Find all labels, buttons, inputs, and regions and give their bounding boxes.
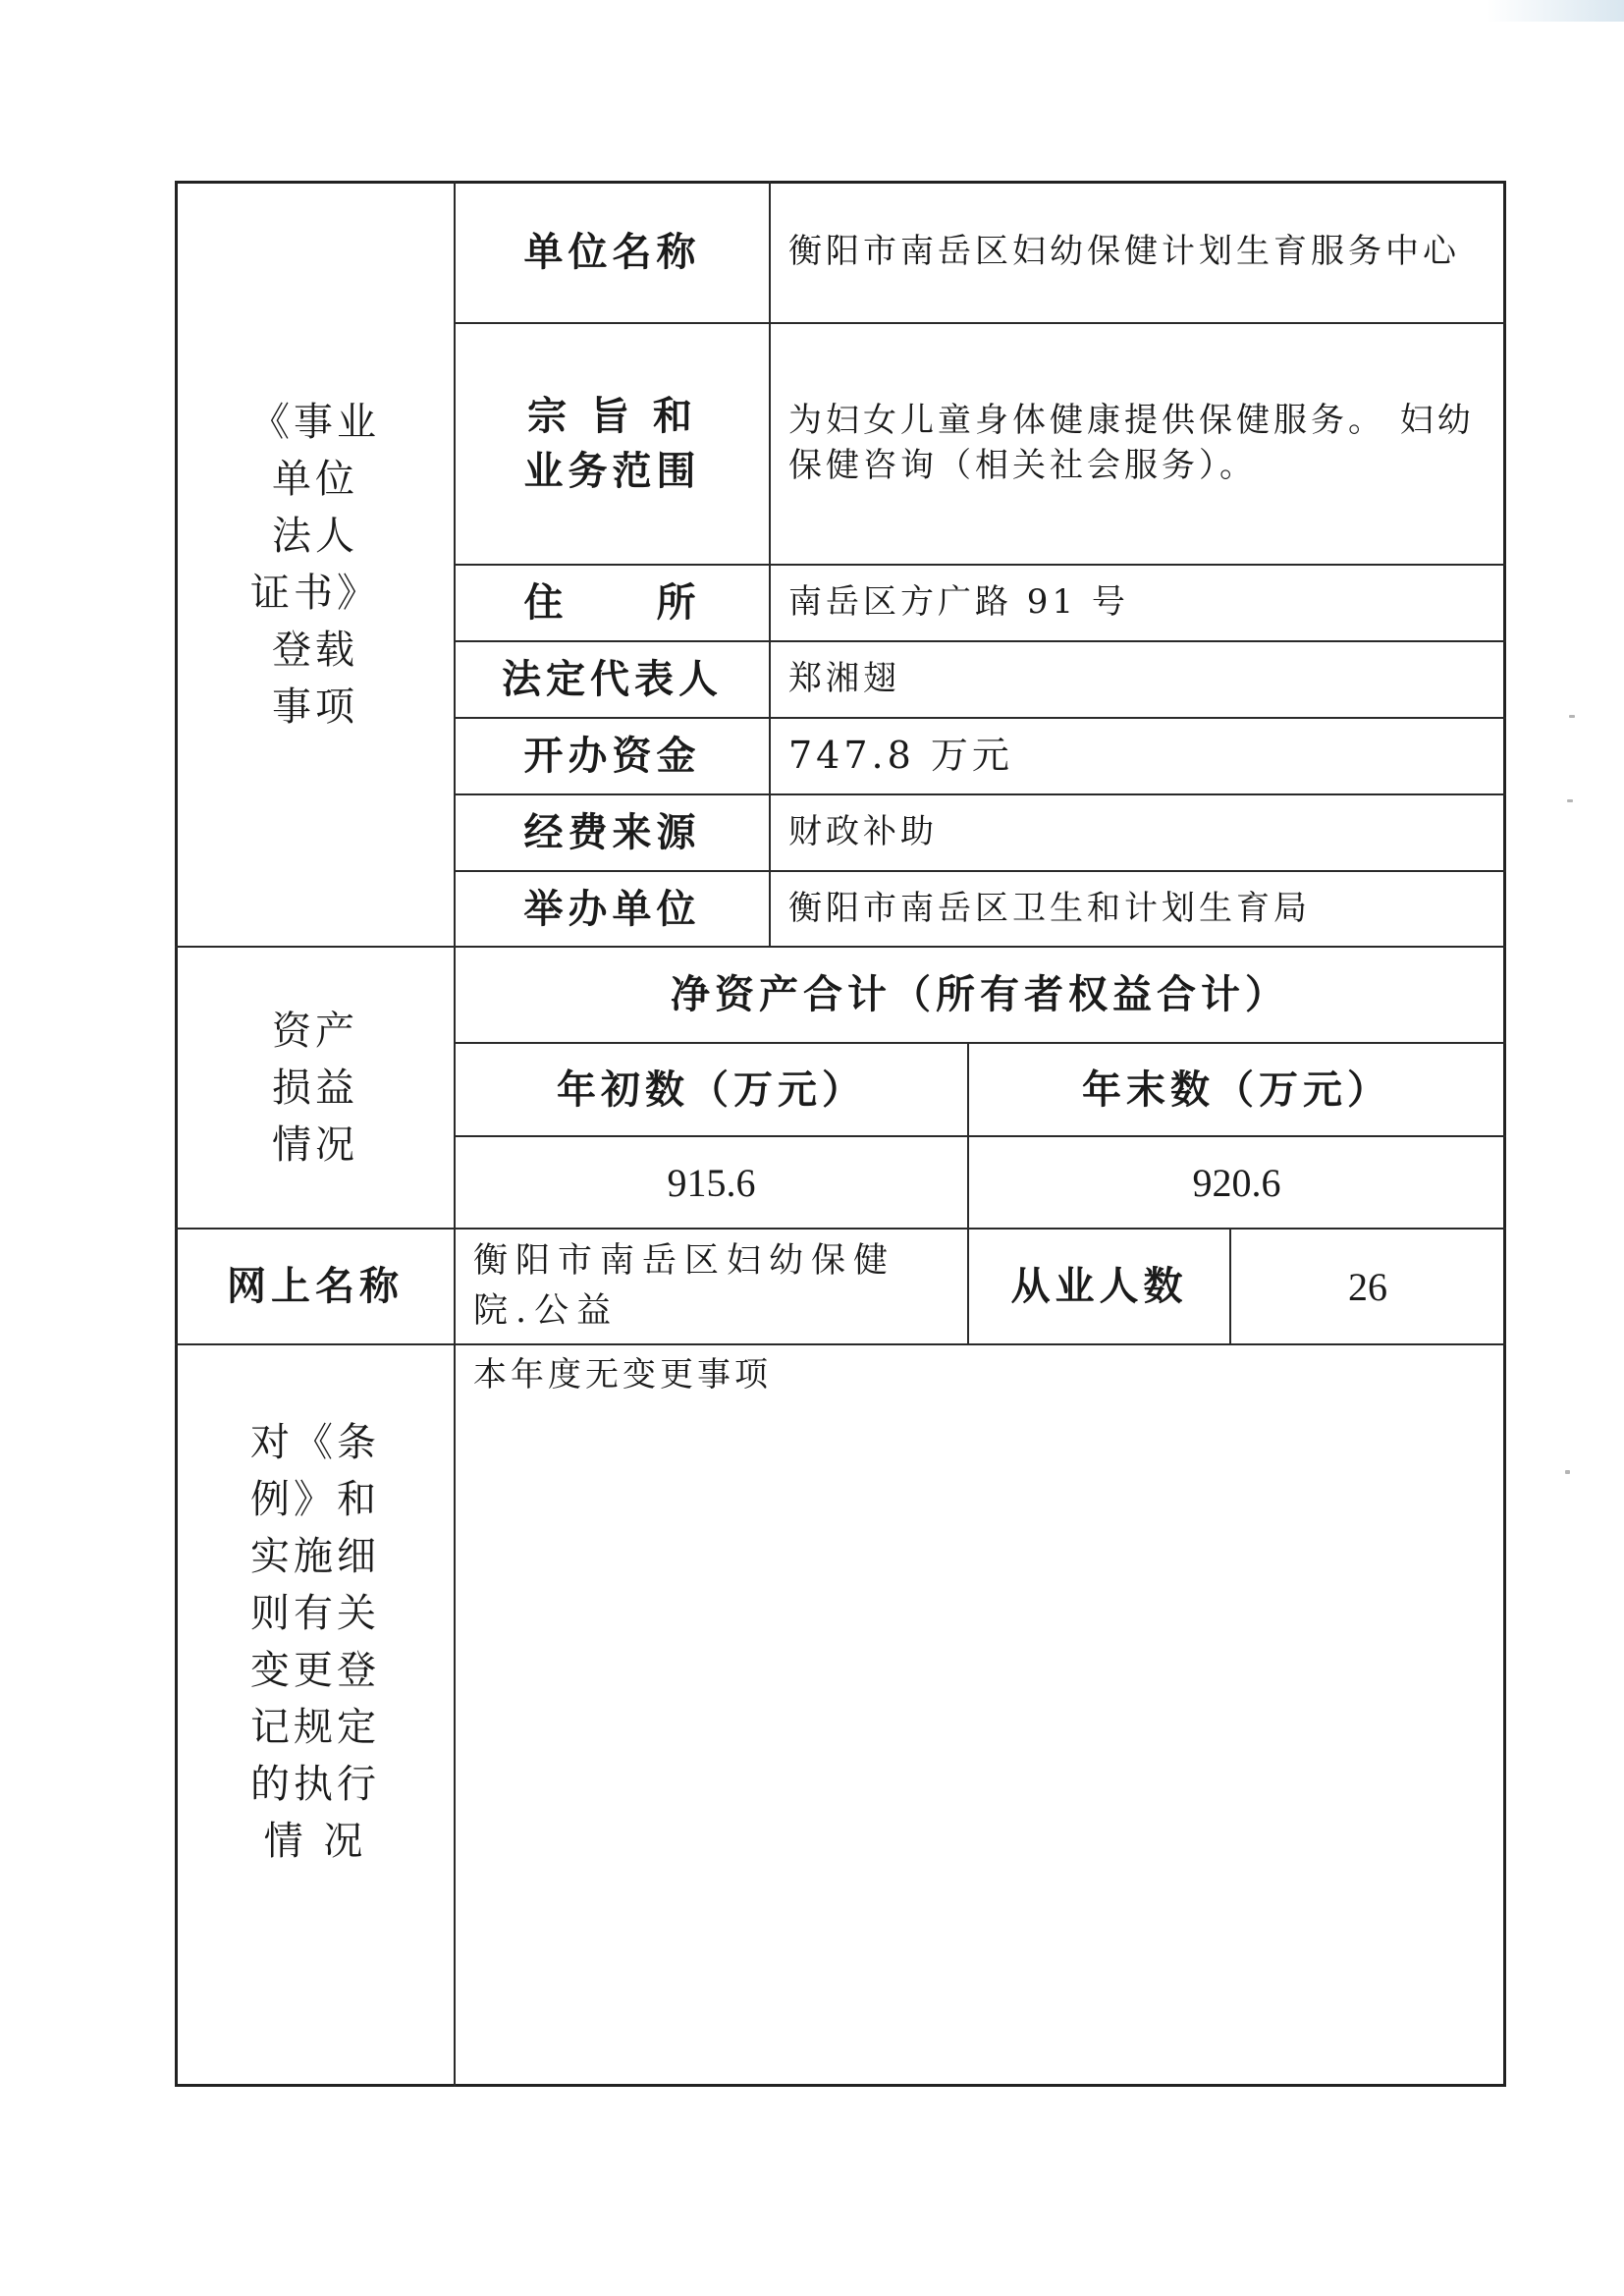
scan-edge-mark — [1487, 0, 1624, 22]
side-label-line: 例》和 — [250, 1476, 380, 1522]
compliance-value: 本年度无变更事项 — [473, 1355, 772, 1394]
end-of-year-label: 年末数（万元） — [1082, 1066, 1391, 1113]
startup-capital-label: 开办资金 — [523, 734, 701, 779]
side-label-line: 情 况 — [263, 1818, 367, 1864]
legal-representative-label: 法定代表人 — [502, 657, 723, 702]
sponsor-unit-label: 举办单位 — [523, 886, 701, 932]
scan-speck — [1569, 715, 1575, 718]
compliance-section-side-label — [177, 1345, 454, 2085]
side-label-line: 损益 — [272, 1065, 358, 1111]
side-label-line: 实施细 — [250, 1533, 380, 1579]
purpose-scope-value: 为妇女儿童身体健康提供保健服务。 妇幼保健咨询（相关社会服务）。 — [788, 401, 1475, 485]
side-label-line: 记规定 — [250, 1704, 380, 1750]
unit-name-value: 衡阳市南岳区妇幼保健计划生育服务中心 — [788, 232, 1460, 272]
side-label-line: 事项 — [272, 683, 358, 730]
side-label-line: 《事业 — [250, 399, 380, 445]
purpose-scope-label — [456, 324, 769, 564]
online-name-value: 衡阳市南岳区妇幼保健院.公益 — [473, 1241, 896, 1331]
side-label-line: 证书》 — [250, 570, 380, 616]
address-label: 住 所 — [523, 580, 701, 626]
begin-of-year-value: 915.6 — [667, 1160, 756, 1205]
purpose-scope-label-line: 宗 旨 和 — [527, 394, 697, 439]
net-assets-header: 净资产合计（所有者权益合计） — [671, 972, 1289, 1017]
unit-section-side-label — [177, 183, 454, 946]
end-of-year-value: 920.6 — [1192, 1160, 1281, 1205]
staff-count-value: 26 — [1348, 1264, 1387, 1309]
purpose-scope-label-line: 业务范围 — [523, 449, 701, 494]
side-label-line: 法人 — [272, 513, 358, 559]
scan-speck — [1567, 799, 1573, 802]
legal-representative-value: 郑湘翅 — [788, 659, 900, 699]
funding-source-label: 经费来源 — [523, 810, 701, 855]
online-name-label: 网上名称 — [227, 1264, 404, 1309]
side-label-line: 则有关 — [250, 1590, 380, 1636]
scan-speck — [1565, 1470, 1570, 1474]
side-label-line: 情况 — [272, 1121, 358, 1168]
startup-capital-value: 747.8 万元 — [788, 734, 1013, 778]
sponsor-unit-value: 衡阳市南岳区卫生和计划生育局 — [788, 888, 1311, 928]
assets-section-side-label — [177, 948, 454, 1228]
side-label-line: 登载 — [272, 627, 358, 673]
side-label-line: 资产 — [272, 1008, 358, 1054]
side-label-line: 的执行 — [250, 1761, 380, 1807]
funding-source-value: 财政补助 — [788, 812, 938, 852]
side-label-line: 对《条 — [250, 1419, 380, 1465]
side-label-line: 变更登 — [250, 1647, 380, 1693]
side-label-line: 单位 — [272, 456, 358, 502]
address-value: 南岳区方广路 91 号 — [788, 582, 1129, 623]
unit-name-label: 单位名称 — [523, 230, 701, 275]
staff-count-label: 从业人数 — [1010, 1264, 1188, 1309]
begin-of-year-label: 年初数（万元） — [557, 1066, 866, 1113]
